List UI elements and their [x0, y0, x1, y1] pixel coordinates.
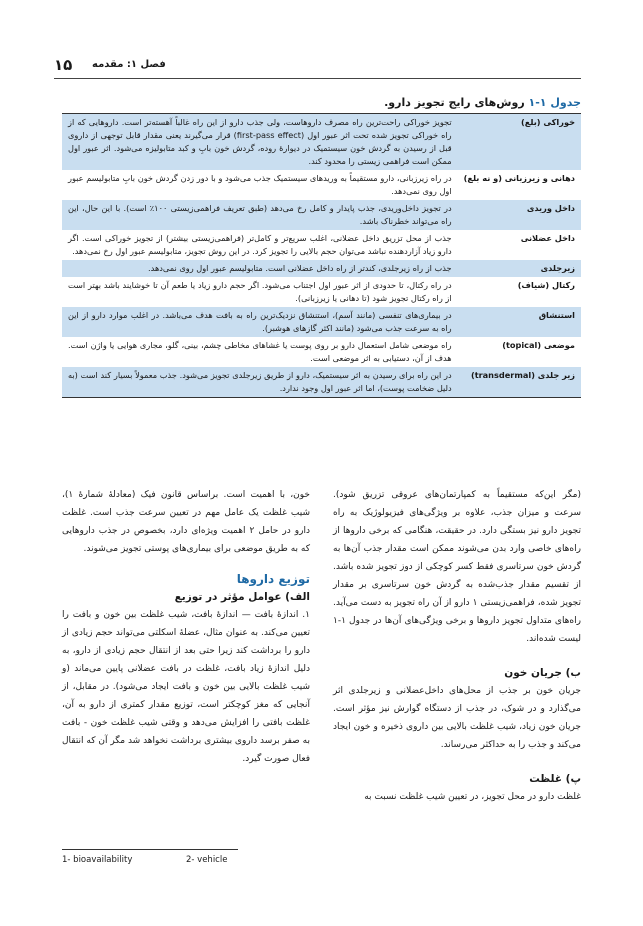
page-header: [54, 56, 581, 79]
table-row: [62, 307, 581, 337]
table-row: [62, 170, 581, 200]
description-cell: راه موضعی شامل استعمال دارو بر روی پوست یا غشاهای مخاطی چشم، بینی، گلو، مجاری هوایی یا واژن است. هدف از آن، دستیابی به اثر موضعی است.: [68, 340, 452, 363]
table-label: جدول ۱-۱: [528, 96, 581, 109]
table-row: [62, 260, 581, 277]
description-cell: در این راه برای رسیدن به اثر سیستمیک، دارو از طریق زیرجلدی تجویز می‌شود. جذب معمولاً بسیار کند است (به دلیل ضخامت پوست)، اما اثر عبور اول وجود ندارد.: [62, 367, 458, 398]
route-cell: داخل وریدی: [458, 200, 581, 230]
table-row: [62, 277, 581, 307]
description-cell: تجویز خوراکی راحت‌ترین راه مصرف داروهاست، ولی جذب دارو از این راه غالباً آهسته‌تر است. داروهایی که از راه خوراکی تجویز شده تحت اثر عبور اول (first-pass effect) قرار می‌گیرند یعنی مقدار قابل توجهی از داروی قبل از رسیدن به گردش خون سیستمیک در دیوارهٔ روده، گردش خون بابِ و کبد متابولیزه می‌شود. اثر عبور اول ممکن است فراهمی زیستی را محدود کند.: [62, 114, 458, 171]
route-cell: خوراکی (بلع): [458, 114, 581, 171]
route-cell: زیرجلدی: [458, 260, 581, 277]
table-row: [62, 337, 581, 367]
route-cell: زیر جلدی (transdermal): [458, 367, 581, 398]
paragraph: خون، با اهمیت است. براساس قانون فیک (معادلهٔ شمارهٔ ۱)، شیب غلظت یک عامل مهم در تعیین سرعت جذب است. غلظت دارو در حامل ۲ اهمیت ویژه‌ای دارد، بخصوص در جذب داروهایی که به طریق موضعی برای بیماری‌های پوستی تجویز می‌شوند.: [62, 490, 310, 554]
footnote-2: 2- vehicle: [186, 855, 228, 865]
page-number: ۱۵: [54, 56, 73, 74]
description-cell: جذب از محل تزریق داخل عضلانی، اغلب سریع‌تر و کامل‌تر (فراهمی‌زیستی بیشتر) از تجویز خوراکی است. اگر دارو زیاد آزاردهنده نباشد می‌توان حجم بالایی را تجویز کرد. در این روش تجویز، متابولیسم عبور اول رخ نمی‌دهد.: [68, 233, 452, 256]
paragraph: جریان خون بر جذب از محل‌های داخل‌عضلانی و زیرجلدی اثر می‌گذارد و در شوک، در جذب از دستگاه گوارش نیز مؤثر است. جریان خون زیاد، شیب غلظت بالایی بین داروی ذخیره و خون ایجاد می‌کند و جذب را به حداکثر می‌رساند.: [333, 686, 581, 750]
subsection-title: الف) عوامل مؤثر در توزیع: [174, 591, 310, 603]
paragraph: ۱. اندازهٔ بافت — اندازهٔ بافت، شیب غلظت بین خون و بافت را تعیین می‌کند. به عنوان مثال، عضلهٔ اسکلتی می‌تواند حجم زیادی از دارو را برداشت کند زیرا حتی بعد از انتقال حجم زیادی از دارو، به دلیل اندازهٔ زیاد بافت، غلظت در بافت عضلانی پایین می‌ماند (و شیب غلظت بالایی بین خون و بافت ایجاد می‌شود). در مقابل، از آنجایی که مغز کوچکتر است، توزیع مقدار کمتری از دارو به آن، غلظت بافتی را افزایش می‌دهد و وقتی شیب غلظت خون - بافت به صفر برسد داروی بیشتری برداشت نخواهد شد مگر آن که انتقال فعال صورت گیرد.: [61, 610, 310, 764]
section-title: توزیع داروها: [236, 572, 310, 586]
table-row: [62, 114, 581, 171]
paragraph: (مگر این‌که مستقیماً به کمپارتمان‌های عروقی تزریق شود). سرعت و میزان جذب، علاوه بر ویژگی‌های فیزیولوژیک به راه تجویز دارو نیز بستگی دارد. در حقیقت، هنگامی که برخی داروها از راه‌های خاصی وارد بدن می‌شوند ممکن است مقدار جذب آن‌ها به گردش خون سرتاسری فقط کسر کوچکی از دوز تجویز شده باشد. از تقسیم مقدار جذب‌شده به گردش خون سرتاسری بر مقدار تجویز شده، فراهمی‌زیستی ۱ دارو از آن راه تجویز به دست می‌آید. راه‌های متداول تجویز داروها و برخی ویژگی‌های آن‌ها در جدول ۱-۱ لیست شده‌اند.: [333, 490, 582, 644]
route-cell: داخل عضلانی: [520, 233, 575, 243]
section-heading: ب) جریان خون: [504, 667, 581, 679]
description-cell: جذب از راه زیرجلدی، کندتر از راه داخل عضلانی است. متابولیسم عبور اول روی نمی‌دهد.: [62, 260, 458, 277]
description-cell: در راه رکتال، تا حدودی از اثر عبور اول اجتناب می‌شود. اگر حجم دارو زیاد یا طعم آن تا خوشایند باشد بهتر است از راه رکتال تجویز شود (تا دهانی یا زیرزبانی).: [68, 280, 452, 303]
table-caption: [384, 96, 581, 109]
table-row: [62, 367, 581, 398]
drug-routes-table: [62, 113, 581, 398]
chapter-title: فصل ۱: مقدمه: [92, 59, 166, 70]
description-cell: در تجویز داخل‌وریدی، جذب پایدار و کامل رخ می‌دهد (طبق تعریف فراهمی‌زیستی ۱۰۰٪ است). با این حال، این راه می‌تواند خطرناک باشد.: [62, 200, 458, 230]
left-column: [62, 486, 310, 768]
right-column: [333, 486, 581, 806]
description-cell: در بیماری‌های تنفسی (مانند آسم)، استنشاق نزدیک‌ترین راه به بافت هدف می‌باشد. در اغلب موارد دارو از این راه به سرعت جذب می‌شود (مانند اکثر گازهای هوشبر).: [62, 307, 458, 337]
footnote-divider: [62, 849, 238, 850]
route-cell: موضعی (topical): [502, 340, 575, 350]
section-heading: پ) غلظت: [529, 773, 581, 785]
route-cell: دهانی و زیرزبانی (و نه بلع): [463, 173, 575, 183]
table-row: [62, 200, 581, 230]
route-cell: استنشاق: [458, 307, 581, 337]
route-cell: رکتال (شیاف): [517, 280, 575, 290]
description-cell: در راه زیرزبانی، دارو مستقیماً به وریدهای سیستمیک جذب می‌شود و با دور زدن گردش خون بابِ متابولیسم عبور اول روی نمی‌دهد.: [68, 173, 452, 196]
table-row: [62, 230, 581, 260]
paragraph: غلظت دارو در محل تجویز، در تعیین شیب غلظت نسبت به: [364, 792, 581, 802]
footnote-1: 1- bioavailability: [62, 855, 133, 865]
table-title: روش‌های رایج تجویز دارو.: [384, 96, 529, 109]
